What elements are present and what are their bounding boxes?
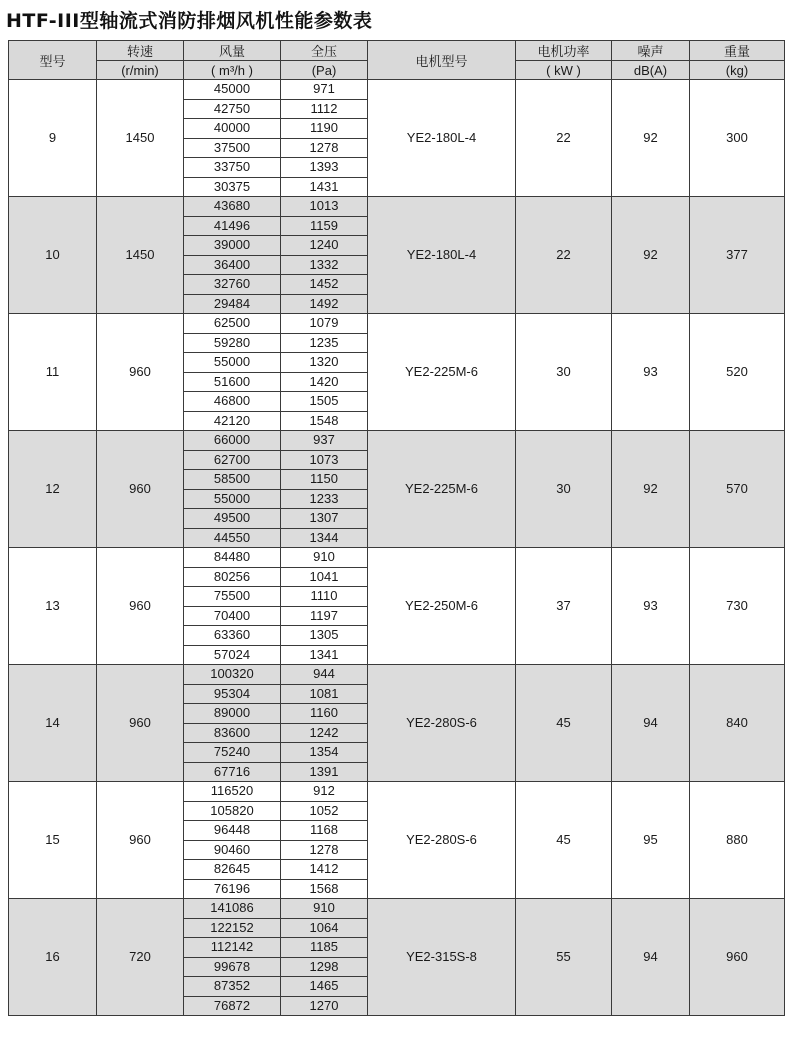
pressure-cell: 1270 <box>281 996 368 1016</box>
header-motor-power-unit: ( kW ) <box>516 61 612 80</box>
pressure-cell: 937 <box>281 431 368 451</box>
airflow-cell: 141086 <box>184 899 281 919</box>
header-weight-unit: (kg) <box>690 61 785 80</box>
airflow-cell: 40000 <box>184 119 281 139</box>
airflow-cell: 42750 <box>184 99 281 119</box>
pressure-cell: 1081 <box>281 684 368 704</box>
pressure-cell: 1465 <box>281 977 368 997</box>
airflow-cell: 41496 <box>184 216 281 236</box>
pressure-cell: 1110 <box>281 587 368 607</box>
pressure-cell: 1041 <box>281 567 368 587</box>
airflow-cell: 49500 <box>184 509 281 529</box>
airflow-cell: 99678 <box>184 957 281 977</box>
pressure-cell: 1159 <box>281 216 368 236</box>
header-model: 型号 <box>9 41 97 80</box>
motor-power-cell: 37 <box>516 548 612 665</box>
motor-model-cell: YE2-315S-8 <box>368 899 516 1016</box>
speed-cell: 960 <box>97 431 184 548</box>
weight-cell: 960 <box>690 899 785 1016</box>
airflow-cell: 95304 <box>184 684 281 704</box>
pressure-cell: 1420 <box>281 372 368 392</box>
noise-cell: 92 <box>612 197 690 314</box>
airflow-cell: 83600 <box>184 723 281 743</box>
table-row <box>9 197 785 217</box>
pressure-cell: 1568 <box>281 879 368 899</box>
speed-cell: 960 <box>97 548 184 665</box>
pressure-cell: 1240 <box>281 236 368 256</box>
airflow-cell: 89000 <box>184 704 281 724</box>
table-row <box>9 665 785 685</box>
performance-table <box>8 40 785 1016</box>
table-row <box>9 548 785 568</box>
noise-cell: 92 <box>612 431 690 548</box>
weight-cell: 570 <box>690 431 785 548</box>
pressure-cell: 1393 <box>281 158 368 178</box>
motor-power-cell: 30 <box>516 314 612 431</box>
airflow-cell: 62500 <box>184 314 281 334</box>
airflow-cell: 87352 <box>184 977 281 997</box>
airflow-cell: 105820 <box>184 801 281 821</box>
pressure-cell: 1073 <box>281 450 368 470</box>
airflow-cell: 36400 <box>184 255 281 275</box>
airflow-cell: 76872 <box>184 996 281 1016</box>
motor-model-cell: YE2-250M-6 <box>368 548 516 665</box>
airflow-cell: 63360 <box>184 626 281 646</box>
motor-model-cell: YE2-280S-6 <box>368 782 516 899</box>
pressure-cell: 1505 <box>281 392 368 412</box>
airflow-cell: 100320 <box>184 665 281 685</box>
model-cell: 11 <box>9 314 97 431</box>
airflow-cell: 80256 <box>184 567 281 587</box>
pressure-cell: 1235 <box>281 333 368 353</box>
model-cell: 13 <box>9 548 97 665</box>
motor-power-cell: 45 <box>516 782 612 899</box>
pressure-cell: 1431 <box>281 177 368 197</box>
header-pressure-unit: (Pa) <box>281 61 368 80</box>
airflow-cell: 116520 <box>184 782 281 802</box>
pressure-cell: 1242 <box>281 723 368 743</box>
airflow-cell: 90460 <box>184 840 281 860</box>
pressure-cell: 1052 <box>281 801 368 821</box>
airflow-cell: 39000 <box>184 236 281 256</box>
pressure-cell: 1320 <box>281 353 368 373</box>
header-noise: 噪声 <box>612 41 690 61</box>
airflow-cell: 96448 <box>184 821 281 841</box>
noise-cell: 94 <box>612 665 690 782</box>
airflow-cell: 70400 <box>184 606 281 626</box>
airflow-cell: 75500 <box>184 587 281 607</box>
airflow-cell: 30375 <box>184 177 281 197</box>
airflow-cell: 37500 <box>184 138 281 158</box>
motor-model-cell: YE2-180L-4 <box>368 80 516 197</box>
pressure-cell: 1354 <box>281 743 368 763</box>
weight-cell: 300 <box>690 80 785 197</box>
speed-cell: 1450 <box>97 197 184 314</box>
airflow-cell: 32760 <box>184 275 281 295</box>
pressure-cell: 1391 <box>281 762 368 782</box>
pressure-cell: 971 <box>281 80 368 100</box>
table-row <box>9 431 785 451</box>
pressure-cell: 1160 <box>281 704 368 724</box>
table-body <box>9 80 785 1016</box>
pressure-cell: 1064 <box>281 918 368 938</box>
airflow-cell: 51600 <box>184 372 281 392</box>
airflow-cell: 67716 <box>184 762 281 782</box>
pressure-cell: 1079 <box>281 314 368 334</box>
motor-model-cell: YE2-180L-4 <box>368 197 516 314</box>
weight-cell: 520 <box>690 314 785 431</box>
airflow-cell: 55000 <box>184 489 281 509</box>
motor-power-cell: 22 <box>516 197 612 314</box>
model-cell: 9 <box>9 80 97 197</box>
airflow-cell: 66000 <box>184 431 281 451</box>
motor-power-cell: 22 <box>516 80 612 197</box>
noise-cell: 93 <box>612 548 690 665</box>
pressure-cell: 1013 <box>281 197 368 217</box>
pressure-cell: 1548 <box>281 411 368 431</box>
pressure-cell: 1492 <box>281 294 368 314</box>
header-speed: 转速 <box>97 41 184 61</box>
airflow-cell: 29484 <box>184 294 281 314</box>
header-noise-unit: dB(A) <box>612 61 690 80</box>
airflow-cell: 59280 <box>184 333 281 353</box>
page-title: HTF-III型轴流式消防排烟风机性能参数表 <box>6 10 373 32</box>
weight-cell: 377 <box>690 197 785 314</box>
model-cell: 15 <box>9 782 97 899</box>
pressure-cell: 1278 <box>281 138 368 158</box>
pressure-cell: 910 <box>281 548 368 568</box>
speed-cell: 1450 <box>97 80 184 197</box>
table-row <box>9 782 785 802</box>
header-weight: 重量 <box>690 41 785 61</box>
header-airflow: 风量 <box>184 41 281 61</box>
speed-cell: 720 <box>97 899 184 1016</box>
pressure-cell: 1298 <box>281 957 368 977</box>
airflow-cell: 57024 <box>184 645 281 665</box>
noise-cell: 95 <box>612 782 690 899</box>
airflow-cell: 43680 <box>184 197 281 217</box>
table-header <box>9 41 785 80</box>
noise-cell: 92 <box>612 80 690 197</box>
pressure-cell: 1278 <box>281 840 368 860</box>
airflow-cell: 33750 <box>184 158 281 178</box>
airflow-cell: 84480 <box>184 548 281 568</box>
pressure-cell: 1190 <box>281 119 368 139</box>
pressure-cell: 1185 <box>281 938 368 958</box>
airflow-cell: 112142 <box>184 938 281 958</box>
pressure-cell: 1412 <box>281 860 368 880</box>
weight-cell: 840 <box>690 665 785 782</box>
weight-cell: 880 <box>690 782 785 899</box>
header-motor-power: 电机功率 <box>516 41 612 61</box>
airflow-cell: 75240 <box>184 743 281 763</box>
pressure-cell: 1233 <box>281 489 368 509</box>
motor-model-cell: YE2-225M-6 <box>368 314 516 431</box>
noise-cell: 94 <box>612 899 690 1016</box>
pressure-cell: 1452 <box>281 275 368 295</box>
speed-cell: 960 <box>97 314 184 431</box>
model-cell: 16 <box>9 899 97 1016</box>
pressure-cell: 944 <box>281 665 368 685</box>
airflow-cell: 44550 <box>184 528 281 548</box>
table-row <box>9 899 785 919</box>
pressure-cell: 1150 <box>281 470 368 490</box>
motor-model-cell: YE2-280S-6 <box>368 665 516 782</box>
pressure-cell: 1197 <box>281 606 368 626</box>
pressure-cell: 1168 <box>281 821 368 841</box>
airflow-cell: 82645 <box>184 860 281 880</box>
airflow-cell: 76196 <box>184 879 281 899</box>
model-cell: 12 <box>9 431 97 548</box>
weight-cell: 730 <box>690 548 785 665</box>
header-speed-unit: (r/min) <box>97 61 184 80</box>
motor-power-cell: 55 <box>516 899 612 1016</box>
pressure-cell: 1332 <box>281 255 368 275</box>
speed-cell: 960 <box>97 782 184 899</box>
pressure-cell: 1307 <box>281 509 368 529</box>
header-airflow-unit: ( m³/h ) <box>184 61 281 80</box>
motor-model-cell: YE2-225M-6 <box>368 431 516 548</box>
table-row <box>9 80 785 100</box>
airflow-cell: 45000 <box>184 80 281 100</box>
model-cell: 14 <box>9 665 97 782</box>
pressure-cell: 1344 <box>281 528 368 548</box>
noise-cell: 93 <box>612 314 690 431</box>
pressure-cell: 910 <box>281 899 368 919</box>
pressure-cell: 1305 <box>281 626 368 646</box>
motor-power-cell: 30 <box>516 431 612 548</box>
airflow-cell: 55000 <box>184 353 281 373</box>
airflow-cell: 62700 <box>184 450 281 470</box>
pressure-cell: 1112 <box>281 99 368 119</box>
header-pressure: 全压 <box>281 41 368 61</box>
pressure-cell: 912 <box>281 782 368 802</box>
airflow-cell: 58500 <box>184 470 281 490</box>
pressure-cell: 1341 <box>281 645 368 665</box>
speed-cell: 960 <box>97 665 184 782</box>
model-cell: 10 <box>9 197 97 314</box>
airflow-cell: 46800 <box>184 392 281 412</box>
airflow-cell: 42120 <box>184 411 281 431</box>
table-row <box>9 314 785 334</box>
header-motor-model: 电机型号 <box>368 41 516 80</box>
airflow-cell: 122152 <box>184 918 281 938</box>
motor-power-cell: 45 <box>516 665 612 782</box>
